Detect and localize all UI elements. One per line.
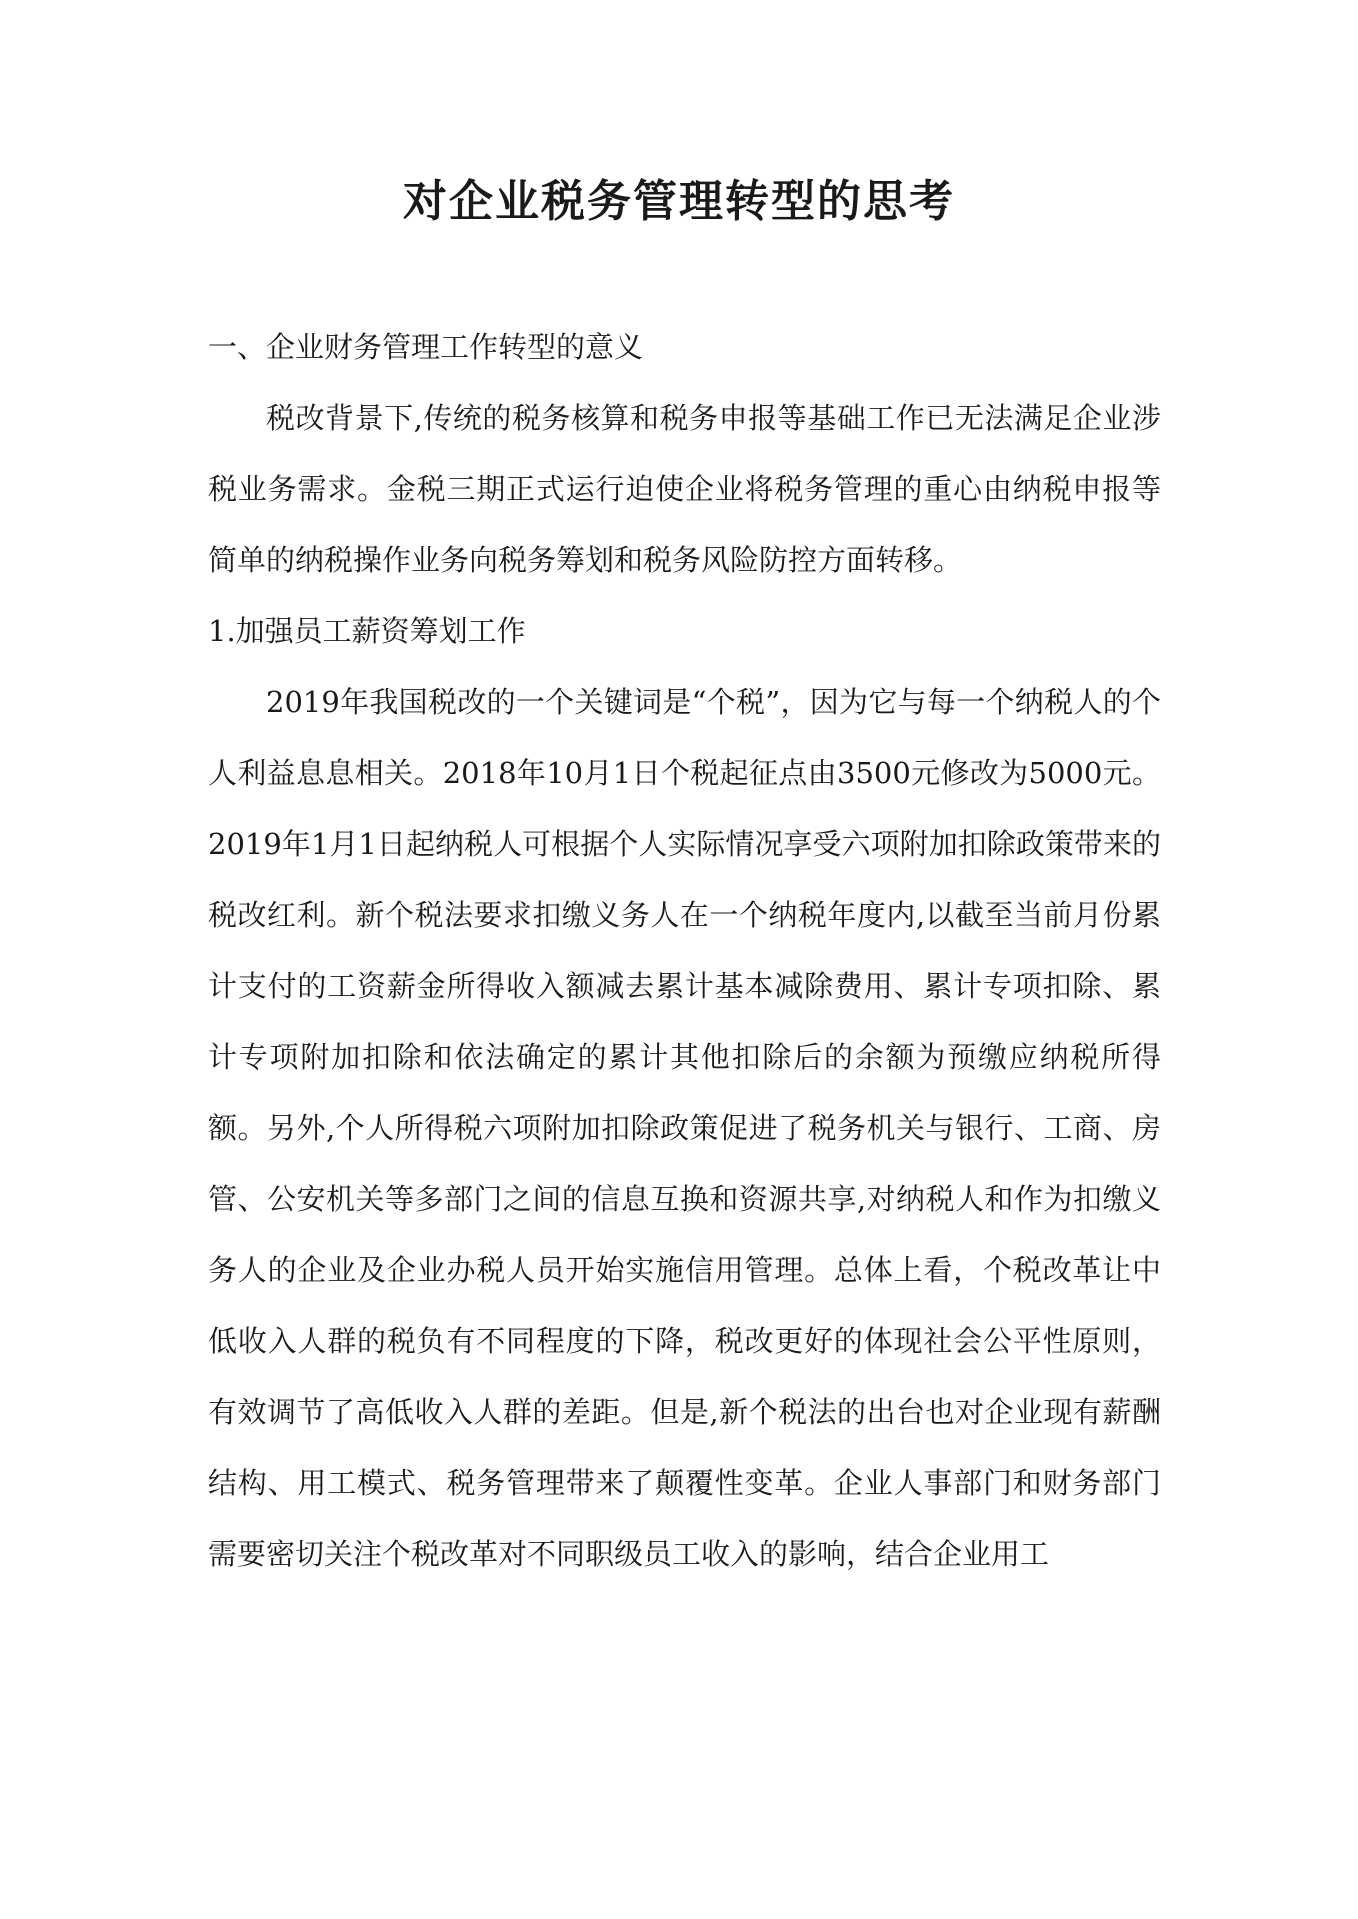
document-title: 对企业税务管理转型的思考 [403, 176, 955, 227]
document-body [208, 312, 1161, 1590]
subsection-heading: 1.加强员工薪资筹划工作 [208, 614, 526, 648]
section-heading: 一、企业财务管理工作转型的意义 [208, 330, 644, 364]
body-paragraph: 税改背景下,传统的税务核算和税务申报等基础工作已无法满足企业涉税业务需求。金税三期正式运行迫使企业将税务管理的重心由纳税申报等简单的纳税操作业务向税务筹划和税务风险防控方面转移。 [208, 401, 1161, 577]
body-paragraph: 2019年我国税改的一个关键词是“个税”，因为它与每一个纳税人的个人利益息息相关。2018年10月1日个税起征点由3500元修改为5000元。2019年1月1日起纳税人可根据个人实际情况享受六项附加扣除政策带来的税改红利。新个税法要求扣缴义务人在一个纳税年度内,以截至当前月份累计支付的工资薪金所得收入额减去累计基本减除费用、累计专项扣除、累计专项附加扣除和依法确定的累计其他扣除后的余额为预缴应纳税所得额。另外,个人所得税六项附加扣除政策促进了税务机关与银行、工商、房管、公安机关等多部门之间的信息互换和资源共享,对纳税人和作为扣缴义务人的企业及企业办税人员开始实施信用管理。总体上看，个税改革让中低收入人群的税负有不同程度的下降，税改更好的体现社会公平性原则，有效调节了高低收入人群的差距。但是,新个税法的出台也对企业现有薪酬结构、用工模式、税务管理带来了颠覆性变革。企业人事部门和财务部门需要密切关注个税改革对不同职级员工收入的影响，结合企业用工 [208, 685, 1161, 1571]
